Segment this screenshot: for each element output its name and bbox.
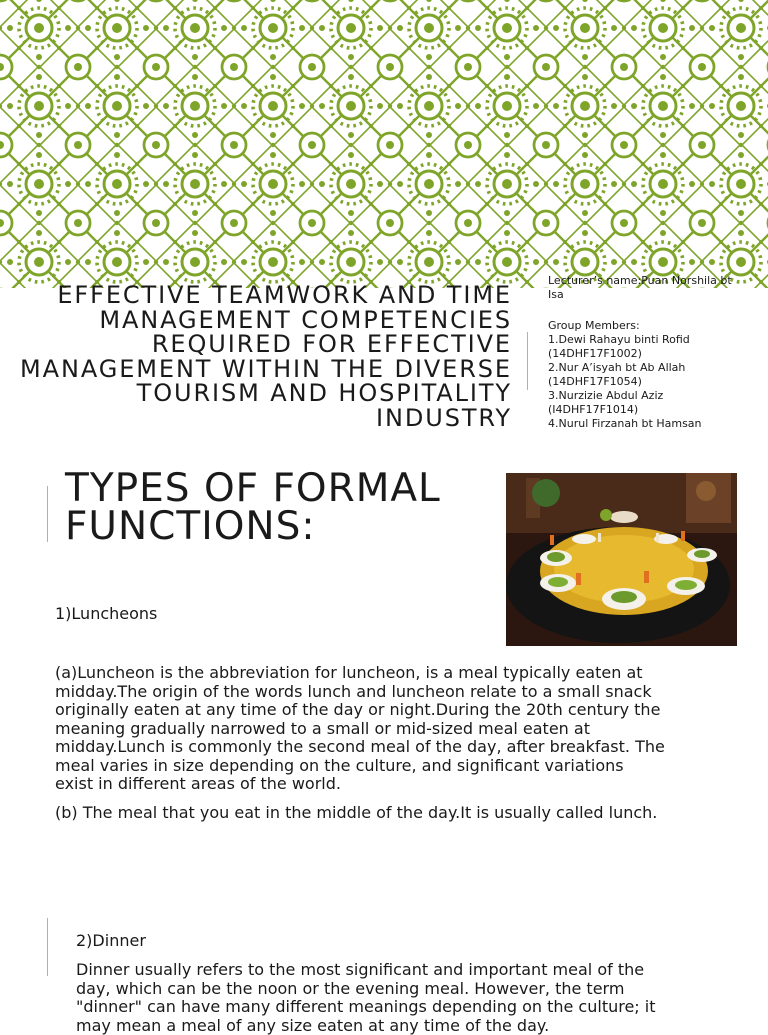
luncheons-heading: 1)Luncheons (55, 604, 158, 623)
dinner-heading: 2)Dinner (76, 931, 146, 950)
luncheons-paragraph-a: (a)Luncheon is the abbreviation for luncheon, is a meal typically eaten at midday.The origin of the words lunch and luncheon relate to a small snack originally eaten at any time of the day or night.During the 20th century the meaning gradually narrowed to a small or mid-sized meal eaten at midday.Lunch is commonly the second meal of the day, after breakfast. The meal varies in size depending on the culture, and significant variations exist in different areas of the world. (55, 663, 665, 793)
lecturer-name: Lecturer’s name:Puan Norshila bt Isa (548, 274, 732, 301)
group-member: 2.Nur A’isyah bt Ab Allah (14DHF17F1054) (548, 361, 686, 388)
section-accent-line (47, 918, 48, 976)
decorative-pattern-banner (0, 0, 768, 288)
group-member: 4.Nurul Firzanah bt Hamsan (548, 417, 702, 430)
info-panel (548, 274, 748, 431)
group-members-list (548, 333, 748, 431)
luncheons-paragraph-b: (b) The meal that you eat in the middle of the day.It is usually called lunch. (55, 803, 658, 822)
group-member: 3.Nurzizie Abdul Aziz (I4DHF17F1014) (548, 389, 664, 416)
group-member: 1.Dewi Rahayu binti Rofid (14DHF17F1002) (548, 333, 690, 360)
section-accent-line (47, 486, 48, 542)
title-divider-line (527, 332, 528, 390)
group-members-label: Group Members: (548, 319, 640, 332)
presentation-title: EFFECTIVE TEAMWORK AND TIME MANAGEMENT COMPETENCIES REQUIRED FOR EFFECTIVE MANAGEMENT WITHIN THE DIVERSE TOURISM AND HOSPITALITY INDUSTRY (20, 281, 512, 432)
banquet-table-photo (506, 473, 737, 646)
section-heading: TYPES OF FORMAL FUNCTIONS: (65, 466, 441, 549)
dinner-paragraph: Dinner usually refers to the most significant and important meal of the day, which can be the noon or the evening meal. However, the term "dinner" can have many different meanings depending on the culture; it may mean a meal of any size eaten at any time of the day. (76, 960, 656, 1035)
